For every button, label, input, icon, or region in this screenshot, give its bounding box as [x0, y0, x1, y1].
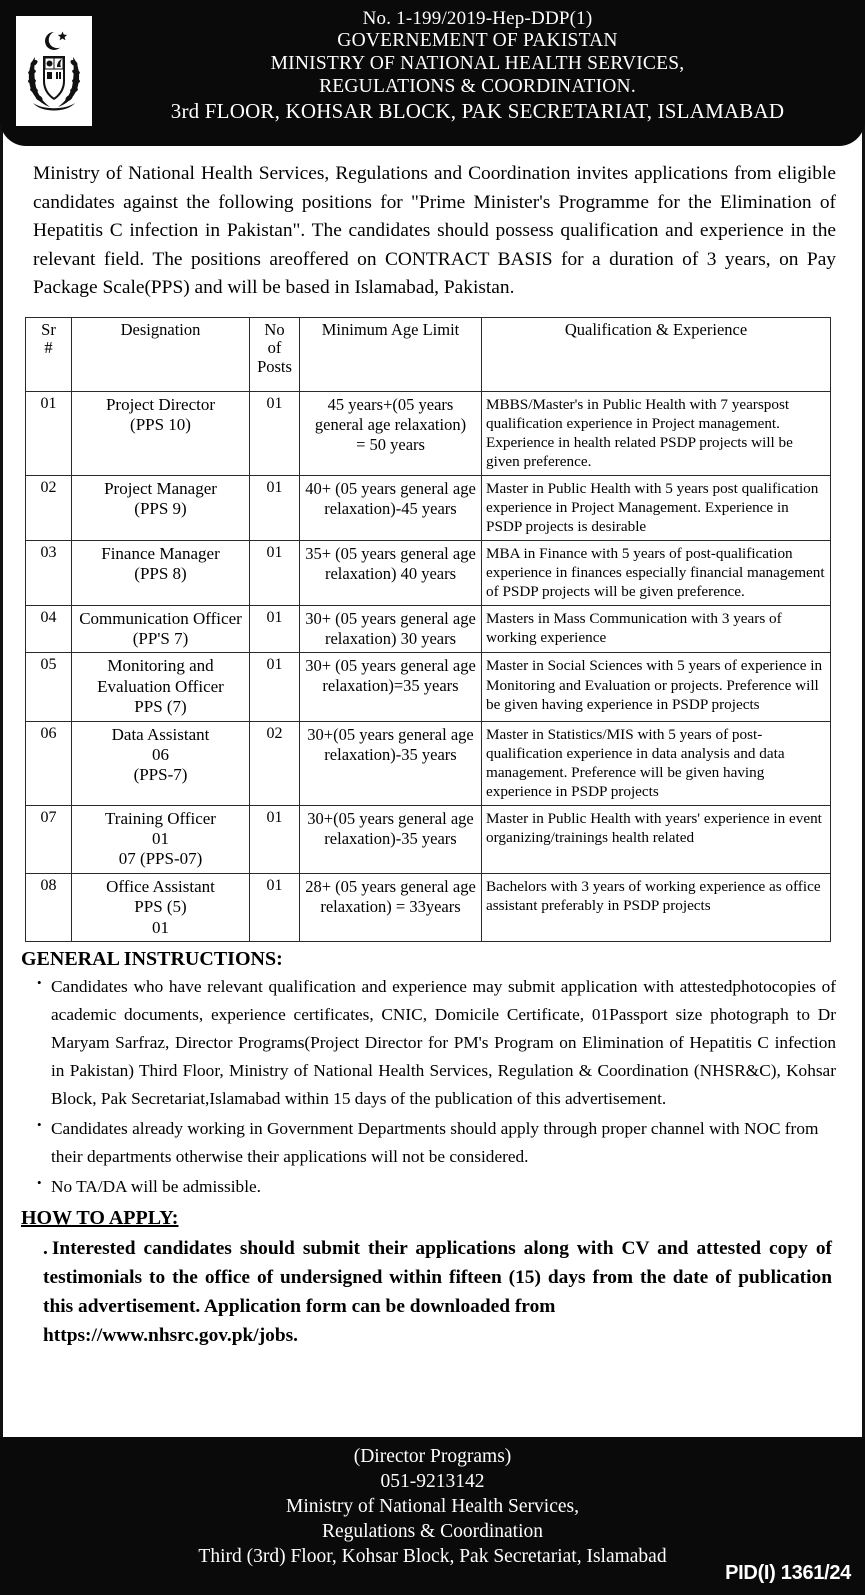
cell-designation: Finance Manager (PPS 8): [72, 540, 250, 605]
table-row: [26, 653, 831, 721]
cell-age: 45 years+(05 years general age relaxation) = 50 years: [300, 391, 482, 475]
how-to-apply-title-wrap: [3, 1203, 862, 1232]
cell-qualification: MBBS/Master's in Public Health with 7 yearspost qualification experience in Project management. Experience in health related PSDP projects will be given preference.: [482, 391, 831, 475]
header-address-line: 3rd FLOOR, KOHSAR BLOCK, PAK SECRETARIAT, ISLAMABAD: [170, 98, 785, 123]
cell-sr: 04: [26, 605, 72, 653]
cell-designation: Office Assistant PPS (5) 01: [72, 873, 250, 941]
footer-ministry: Ministry of National Health Services,: [286, 1495, 579, 1517]
cell-age: 30+ (05 years general age relaxation)=35 years: [300, 653, 482, 721]
header-title-block: [100, 8, 855, 123]
header-ministry-line: MINISTRY OF NATIONAL HEALTH SERVICES,: [270, 53, 685, 75]
table-row: [26, 391, 831, 475]
cell-sr: 01: [26, 391, 72, 475]
header-banner: [0, 0, 865, 146]
footer-phone: 051-9213142: [380, 1470, 485, 1492]
jobs-table: [25, 317, 831, 942]
cell-designation: Project Director (PPS 10): [72, 391, 250, 475]
cell-designation: Data Assistant 06 (PPS-7): [72, 721, 250, 805]
cell-age: 30+ (05 years general age relaxation) 30 years: [300, 605, 482, 653]
cell-designation: Training Officer 01 07 (PPS-07): [72, 805, 250, 873]
cell-qualification: Master in Public Health with 5 years post qualification experience in Project Management. Experience in PSDP projects is desirable: [482, 475, 831, 540]
cell-posts: 01: [250, 391, 300, 475]
pid-number: PID(I) 1361/24: [725, 1562, 851, 1584]
cell-qualification: Master in Social Sciences with 5 years of experience in Monitoring and Evaluation or projects. Preference will be given having experience in PSDP projects: [482, 653, 831, 721]
footer-designation: (Director Programs): [353, 1446, 512, 1467]
how-to-apply-title: HOW TO APPLY:: [21, 1207, 179, 1230]
cell-posts: 01: [250, 540, 300, 605]
cell-sr: 08: [26, 873, 72, 941]
jobs-table-wrapper: [25, 317, 844, 942]
cell-posts: 02: [250, 721, 300, 805]
how-to-apply-bullet: .: [43, 1238, 48, 1260]
cell-qualification: Masters in Mass Communication with 3 years of working experience: [482, 605, 831, 653]
jobs-table-body: [26, 391, 831, 941]
cell-posts: 01: [250, 605, 300, 653]
cell-posts: 01: [250, 475, 300, 540]
column-header-age: Minimum Age Limit: [300, 317, 482, 391]
cell-qualification: MBA in Finance with 5 years of post-qualification experience in finances especially financial management of PSDP projects will be given preference.: [482, 540, 831, 605]
cell-qualification: Master in Public Health with years' experience in event organizing/trainings health related: [482, 805, 831, 873]
instruction-item: • Candidates who have relevant qualification and experience may submit application with attestedphotocopies of academic documents, experience certificates, CNIC, Domicile Certificate, 01Passport size photograph to Dr Maryam Sarfraz, Director Programs(Project Director for PM's Program on Elimination of Hepatitis C infection in Pakistan) Third Floor, Ministry of National Health Services, Regulation & Coordination (NHSR&C), Kohsar Block, Pak Secretariat,Islamabad within 15 days of the publication of this advertisement.: [37, 973, 836, 1113]
how-to-apply-body: Interested candidates should submit their applications along with CV and attested copy of testimonials to the office of undersigned within fifteen (15) days from the date of publication this advertisement. Application form can be downloaded from: [43, 1238, 832, 1318]
footer-division: Regulations & Coordination: [322, 1520, 543, 1542]
cell-sr: 03: [26, 540, 72, 605]
column-header-designation: Designation: [72, 317, 250, 391]
table-row: [26, 721, 831, 805]
how-to-apply-body-wrap: [43, 1234, 832, 1350]
cell-designation: Communication Officer (PP'S 7): [72, 605, 250, 653]
cell-posts: 01: [250, 873, 300, 941]
cell-sr: 02: [26, 475, 72, 540]
column-header-sr: Sr #: [26, 317, 72, 391]
cell-age: 30+(05 years general age relaxation)-35 years: [300, 721, 482, 805]
cell-designation: Project Manager (PPS 9): [72, 475, 250, 540]
column-header-posts: No of Posts: [250, 317, 300, 391]
pakistan-state-emblem-icon: [16, 16, 92, 126]
cell-age: 35+ (05 years general age relaxation) 40 years: [300, 540, 482, 605]
footer-banner: [0, 1437, 865, 1595]
general-instructions-title: GENERAL INSTRUCTIONS:: [21, 948, 283, 971]
application-form-url[interactable]: https://www.nhsrc.gov.pk/jobs.: [43, 1325, 299, 1347]
cell-age: 28+ (05 years general age relaxation) = 33years: [300, 873, 482, 941]
cell-age: 30+(05 years general age relaxation)-35 years: [300, 805, 482, 873]
column-header-qualification: Qualification & Experience: [482, 317, 831, 391]
table-row: [26, 873, 831, 941]
cell-posts: 01: [250, 653, 300, 721]
instruction-item: • Candidates already working in Government Departments should apply through proper channel with NOC from their departments otherwise their applications will not be considered.: [37, 1115, 836, 1171]
footer-contact-block: [0, 1445, 865, 1570]
footer-address: Third (3rd) Floor, Kohsar Block, Pak Secretariat, Islamabad: [198, 1545, 667, 1567]
table-row: [26, 475, 831, 540]
table-row: [26, 605, 831, 653]
header-division-line: REGULATIONS & COORDINATION.: [319, 75, 636, 97]
general-instructions-list: [3, 973, 862, 1201]
cell-sr: 07: [26, 805, 72, 873]
table-header-row: [26, 317, 831, 391]
cell-age: 40+ (05 years general age relaxation)-45 years: [300, 475, 482, 540]
table-row: [26, 540, 831, 605]
cell-sr: 06: [26, 721, 72, 805]
cell-sr: 05: [26, 653, 72, 721]
cell-qualification: Bachelors with 3 years of working experience as office assistant preferably in PSDP projects: [482, 873, 831, 941]
cell-qualification: Master in Statistics/MIS with 5 years of post-qualification experience in data analysis and data management. Preference will be given having experience in PSDP projects: [482, 721, 831, 805]
cell-posts: 01: [250, 805, 300, 873]
table-row: [26, 805, 831, 873]
instruction-item: • No TA/DA will be admissible.: [37, 1173, 836, 1201]
header-reference-number: No. 1-199/2019-Hep-DDP(1): [362, 8, 593, 29]
cell-designation: Monitoring and Evaluation Officer PPS (7): [72, 653, 250, 721]
intro-paragraph: Ministry of National Health Services, Regulations and Coordination invites applications from eligible candidates against the following positions for "Prime Minister's Programme for the Elimination of Hepatitis C infection in Pakistan". The candidates should possess qualification and experience in the relevant field. The positions areoffered on CONTRACT BASIS for a duration of 3 years, on Pay Package Scale(PPS) and will be based in Islamabad, Pakistan.: [33, 163, 836, 299]
header-government-line: GOVERNEMENT OF PAKISTAN: [337, 30, 618, 52]
